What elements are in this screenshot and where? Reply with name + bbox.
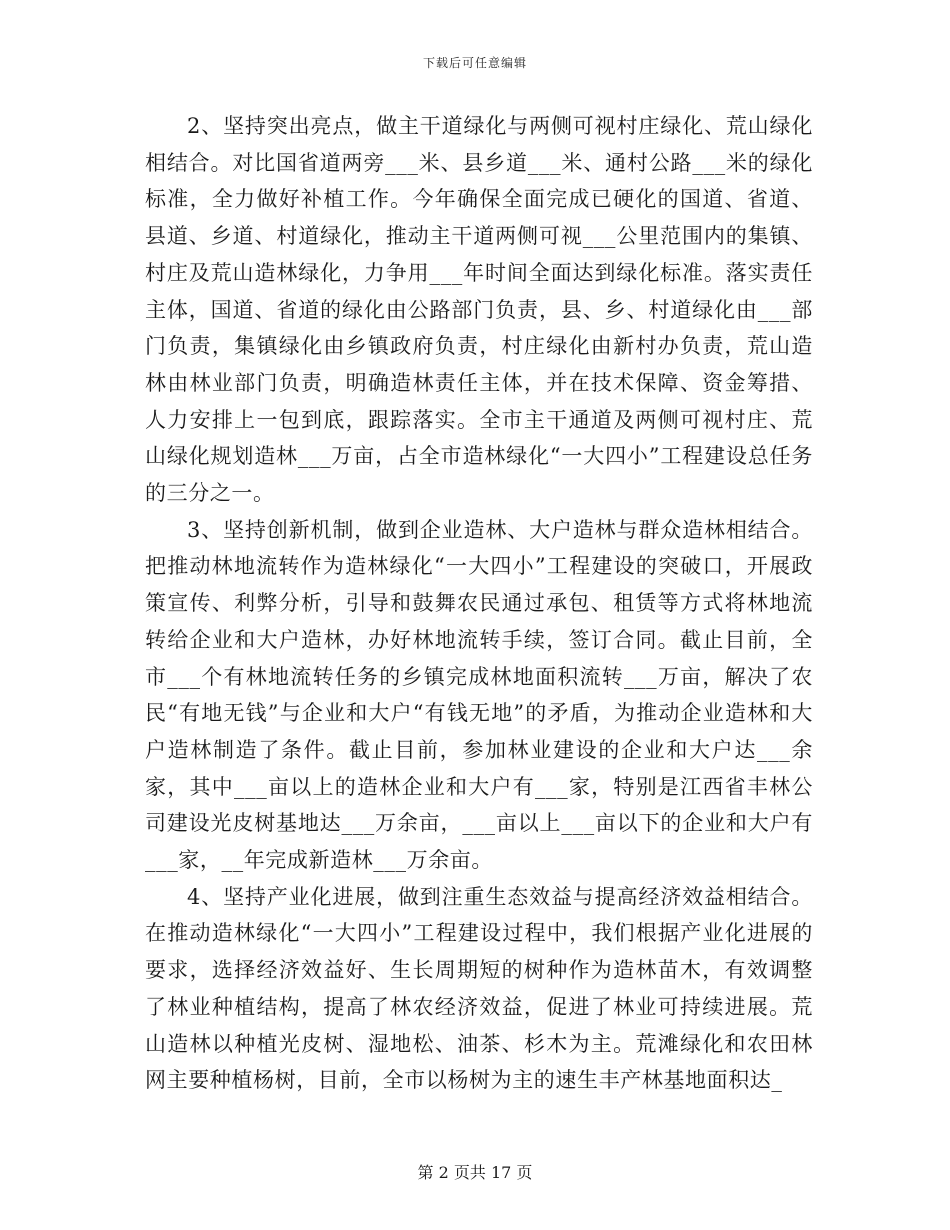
paragraph-2: 2、坚持突出亮点，做主干道绿化与两侧可视村庄绿化、荒山绿化相结合。对比国省道两旁___米、县乡道___米、通村公路___米的绿化标准，全力做好补植工作。今年确保全面完成已硬化的国道、省道、县道、乡道、村道绿化，推动主干道两侧可视___公里范围内的集镇、村庄及荒山造林绿化，力争用___年时间全面达到绿化标准。落实责任主体，国道、省道的绿化由公路部门负责，县、乡、村道绿化由___部门负责，集镇绿化由乡镇政府负责，村庄绿化由新村办负责，荒山造林由林业部门负责，明确造林责任主体，并在技术保障、资金筹措、人力安排上一包到底，跟踪落实。全市主干通道及两侧可视村庄、荒山绿化规划造林___万亩，占全市造林绿化“一大四小”工程建设总任务的三分之一。 (145, 114, 813, 506)
paragraph-3: 3、坚持创新机制，做到企业造林、大户造林与群众造林相结合。把推动林地流转作为造林绿化“一大四小”工程建设的突破口，开展政策宣传、利弊分析，引导和鼓舞农民通过承包、租赁等方式将林地流转给企业和大户造林，办好林地流转手续，签订合同。截止目前，全市___个有林地流转任务的乡镇完成林地面积流转___万亩，解决了农民“有地无钱”与企业和大户“有钱无地”的矛盾，为推动企业造林和大户造林制造了条件。截止目前，参加林业建设的企业和大户达___余家，其中___亩以上的造林企业和大户有___家，特别是江西省丰林公司建设光皮树基地达___万余亩，___亩以上___亩以下的企业和大户有___家，__年完成新造林___万余亩。 (145, 517, 813, 873)
header-note: 下载后可任意编辑 (422, 56, 527, 70)
page-number: 第 2 页共 17 页 (417, 1163, 533, 1182)
document-body (145, 108, 813, 1099)
paragraph-4: 4、坚持产业化进展，做到注重生态效益与提高经济效益相结合。在推动造林绿化“一大四小”工程建设过程中，我们根据产业化进展的要求，选择经济效益好、生长周期短的树种作为造林苗木，有效调整了林业种植结构，提高了林农经济效益，促进了林业可持续进展。荒山造林以种植光皮树、湿地松、油茶、杉木为主。荒滩绿化和农田林网主要种植杨树，目前，全市以杨树为主的速生丰产林基地面积达_ (145, 884, 813, 1093)
